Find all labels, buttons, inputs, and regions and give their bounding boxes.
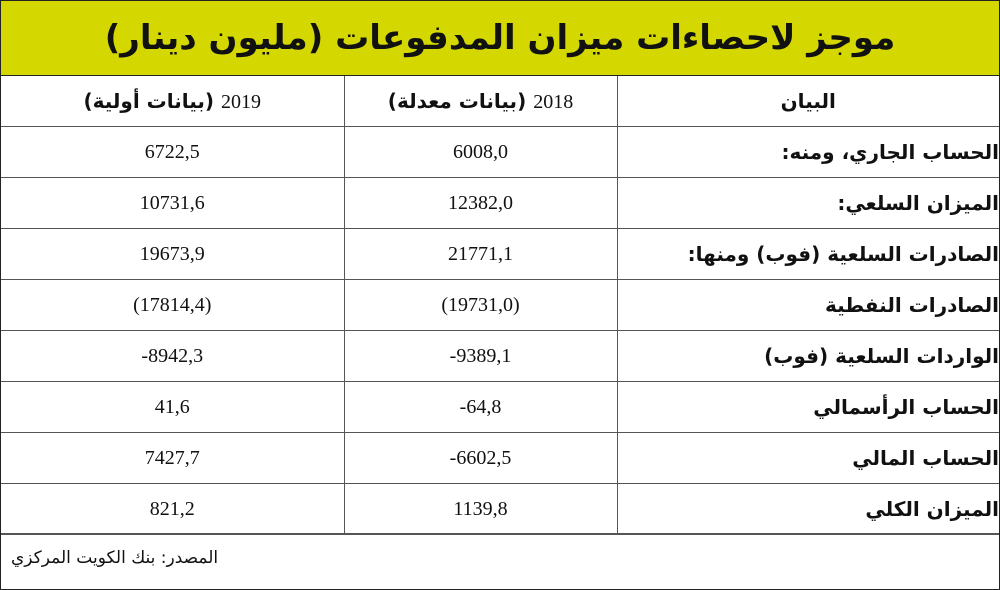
value-2018: 1139,8 [344, 484, 617, 535]
value-2018: -64,8 [344, 382, 617, 433]
value-2018: (19731,0) [344, 280, 617, 331]
value-2019: -8942,3 [1, 331, 344, 382]
value-2019: 10731,6 [1, 178, 344, 229]
value-2019: (17814,4) [1, 280, 344, 331]
balance-of-payments-table [1, 76, 999, 535]
header-row [1, 76, 999, 127]
table-row [1, 127, 999, 178]
value-2019: 6722,5 [1, 127, 344, 178]
header-2019 [1, 76, 344, 127]
table-row [1, 331, 999, 382]
source-note [1, 533, 999, 590]
value-2019: 7427,7 [1, 433, 344, 484]
value-2018: -9389,1 [344, 331, 617, 382]
table-row [1, 178, 999, 229]
table-row [1, 229, 999, 280]
header-2018-note: (بيانات معدلة) [387, 88, 527, 113]
table-row [1, 280, 999, 331]
title-bar [1, 1, 999, 76]
value-2018: 6008,0 [344, 127, 617, 178]
row-label: الحساب الرأسمالي [617, 382, 999, 433]
table-row [1, 382, 999, 433]
header-2018 [344, 76, 617, 127]
header-label: البيان [617, 76, 999, 127]
row-label: الصادرات النفطية [617, 280, 999, 331]
value-2018: 21771,1 [344, 229, 617, 280]
value-2019: 19673,9 [1, 229, 344, 280]
value-2019: 41,6 [1, 382, 344, 433]
table-row [1, 433, 999, 484]
header-2019-year: 2019 [221, 90, 262, 113]
row-label: الحساب المالي [617, 433, 999, 484]
value-2018: -6602,5 [344, 433, 617, 484]
source-text: المصدر: بنك الكويت المركزي [11, 548, 219, 568]
row-label: الصادرات السلعية (فوب) ومنها: [617, 229, 999, 280]
row-label: الواردات السلعية (فوب) [617, 331, 999, 382]
page-title: موجز لاحصاءات ميزان المدفوعات (مليون دينار) [104, 18, 896, 58]
row-label: الميزان السلعي: [617, 178, 999, 229]
header-2019-note: (بيانات أولية) [83, 88, 215, 113]
row-label: الحساب الجاري، ومنه: [617, 127, 999, 178]
table-row [1, 484, 999, 535]
value-2019: 821,2 [1, 484, 344, 535]
row-label: الميزان الكلي [617, 484, 999, 535]
header-2018-year: 2018 [533, 90, 574, 113]
value-2018: 12382,0 [344, 178, 617, 229]
